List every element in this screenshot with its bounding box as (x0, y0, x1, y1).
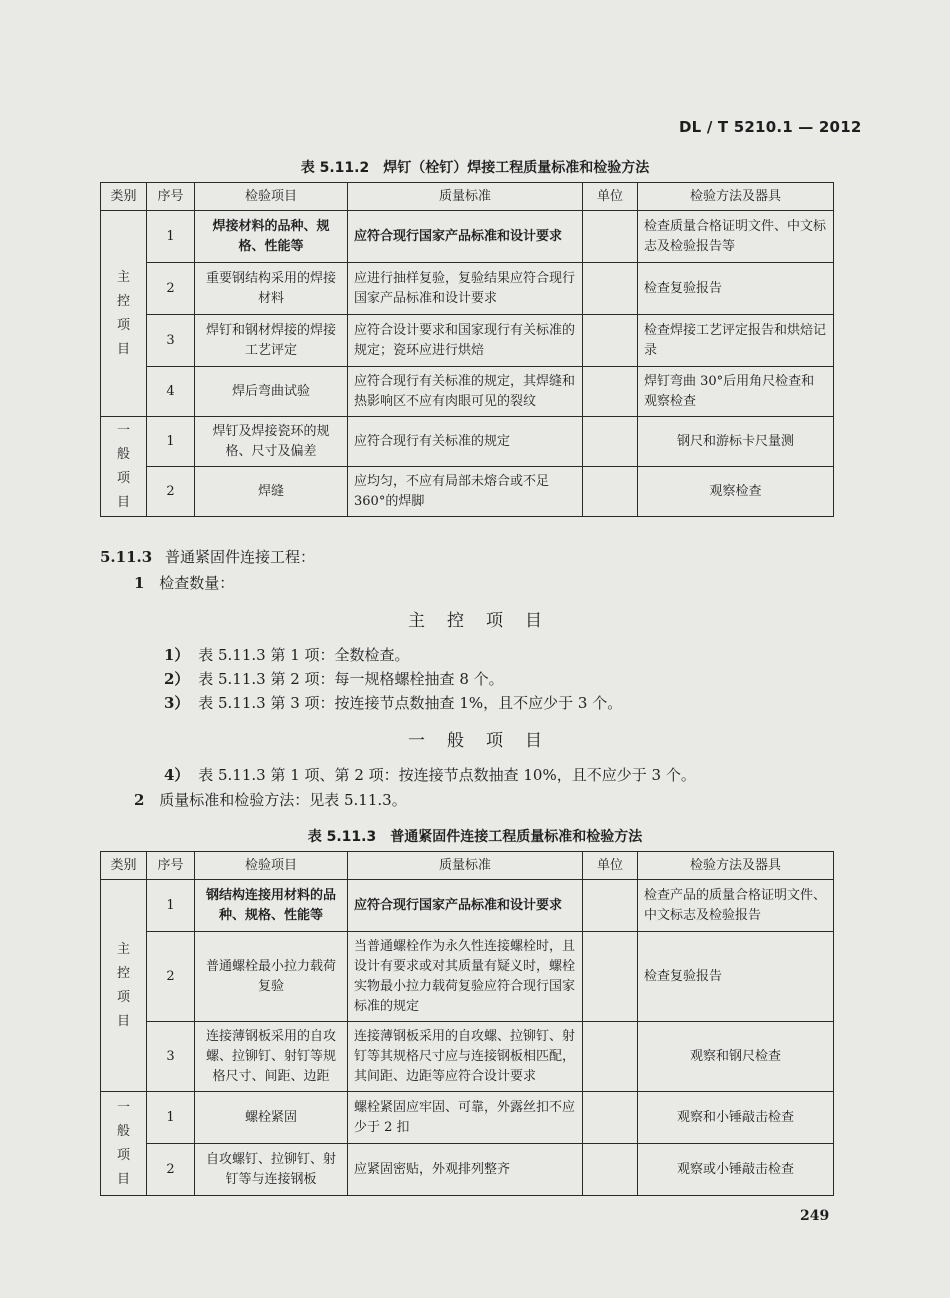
page-number: 249 (800, 1208, 830, 1224)
list-item: 2） 表 5.11.3 第 2 项：每一规格螺栓抽查 8 个。 (164, 670, 504, 688)
col-header-item: 检验项目 (195, 852, 348, 880)
row-item: 重要钢结构采用的焊接材料 (195, 263, 348, 315)
row-no: 4 (147, 367, 195, 417)
col-header-unit: 单位 (583, 183, 638, 211)
row-unit (583, 932, 638, 1022)
table-row (101, 367, 834, 417)
list-item: 1） 表 5.11.3 第 1 项：全数检查。 (164, 646, 410, 664)
row-no: 3 (147, 1022, 195, 1092)
heading-main-items: 主控项目 (408, 611, 542, 631)
table-row (101, 211, 834, 263)
row-no: 2 (147, 467, 195, 517)
table-row (101, 417, 834, 467)
section-item-1: 1 检查数量： (134, 574, 235, 592)
row-method: 观察或小锤敲击检查 (638, 1144, 834, 1196)
row-item: 焊后弯曲试验 (195, 367, 348, 417)
table-row (101, 467, 834, 517)
row-item: 焊缝 (195, 467, 348, 517)
row-method: 焊钉弯曲 30°后用角尺检查和观察检查 (638, 367, 834, 417)
section-item-2: 2 质量标准和检验方法：见表 5.11.3。 (134, 791, 407, 809)
table-row (101, 1092, 834, 1144)
row-no: 2 (147, 263, 195, 315)
row-method: 观察和小锤敲击检查 (638, 1092, 834, 1144)
row-item: 普通螺栓最小拉力载荷复验 (195, 932, 348, 1022)
table-row (101, 1144, 834, 1196)
table1 (100, 182, 834, 517)
row-no: 2 (147, 932, 195, 1022)
row-unit (583, 1144, 638, 1196)
row-item: 连接薄钢板采用的自攻螺、拉铆钉、射钉等规格尺寸、间距、边距 (195, 1022, 348, 1092)
row-standard: 应符合设计要求和国家现行有关标准的规定；瓷环应进行烘焙 (348, 315, 583, 367)
row-method: 检查复验报告 (638, 932, 834, 1022)
col-header-method: 检验方法及器具 (638, 852, 834, 880)
list-item: 3） 表 5.11.3 第 3 项：按连接节点数抽查 1%，且不应少于 3 个。 (164, 694, 623, 712)
standard-code: DL / T 5210.1 — 2012 (679, 118, 862, 136)
col-header-no: 序号 (147, 852, 195, 880)
row-standard: 应符合现行有关标准的规定 (348, 417, 583, 467)
row-standard: 连接薄钢板采用的自攻螺、拉铆钉、射钉等其规格尺寸应与连接钢板相匹配，其间距、边距等应符合设计要求 (348, 1022, 583, 1092)
col-header-category: 类别 (101, 183, 147, 211)
section-number: 5.11.3 (100, 548, 153, 566)
table-row (101, 932, 834, 1022)
table-row (101, 263, 834, 315)
table2-title: 表 5.11.3 普通紧固件连接工程质量标准和检验方法 (307, 829, 643, 845)
group-label-general: 一 般 项 目 (101, 417, 147, 517)
table2 (100, 851, 834, 1196)
table2-header-row (101, 852, 834, 880)
row-unit (583, 263, 638, 315)
row-unit (583, 367, 638, 417)
row-item: 焊钉和钢材焊接的焊接工艺评定 (195, 315, 348, 367)
row-standard: 应均匀，不应有局部未熔合或不足 360°的焊脚 (348, 467, 583, 517)
row-standard: 应进行抽样复验，复验结果应符合现行国家产品标准和设计要求 (348, 263, 583, 315)
group-label-main: 主 控 项 目 (101, 880, 147, 1092)
row-unit (583, 211, 638, 263)
row-method: 钢尺和游标卡尺量测 (638, 417, 834, 467)
row-method: 检查质量合格证明文件、中文标志及检验报告等 (638, 211, 834, 263)
row-unit (583, 467, 638, 517)
row-method: 检查焊接工艺评定报告和烘焙记录 (638, 315, 834, 367)
row-no: 1 (147, 1092, 195, 1144)
row-item: 螺栓紧固 (195, 1092, 348, 1144)
row-no: 3 (147, 315, 195, 367)
row-method: 检查复验报告 (638, 263, 834, 315)
section-title: 普通紧固件连接工程： (164, 548, 315, 566)
row-standard: 应符合现行有关标准的规定，其焊缝和热影响区不应有肉眼可见的裂纹 (348, 367, 583, 417)
row-item: 钢结构连接用材料的品种、规格、性能等 (195, 880, 348, 932)
row-no: 2 (147, 1144, 195, 1196)
row-method: 观察检查 (638, 467, 834, 517)
row-no: 1 (147, 417, 195, 467)
table-row (101, 315, 834, 367)
table-row (101, 1022, 834, 1092)
col-header-category: 类别 (101, 852, 147, 880)
row-unit (583, 1022, 638, 1092)
group-label-general: 一 般 项 目 (101, 1092, 147, 1196)
row-standard: 应符合现行国家产品标准和设计要求 (348, 211, 583, 263)
row-item: 焊接材料的品种、规格、性能等 (195, 211, 348, 263)
table1-title: 表 5.11.2 焊钉（栓钉）焊接工程质量标准和检验方法 (300, 160, 650, 176)
col-header-standard: 质量标准 (348, 183, 583, 211)
group-label-main: 主 控 项 目 (101, 211, 147, 417)
row-method: 检查产品的质量合格证明文件、中文标志及检验报告 (638, 880, 834, 932)
row-standard: 当普通螺栓作为永久性连接螺栓时，且设计有要求或对其质量有疑义时，螺栓实物最小拉力载荷复验应符合现行国家标准的规定 (348, 932, 583, 1022)
row-unit (583, 880, 638, 932)
col-header-method: 检验方法及器具 (638, 183, 834, 211)
row-item: 自攻螺钉、拉铆钉、射钉等与连接钢板 (195, 1144, 348, 1196)
col-header-item: 检验项目 (195, 183, 348, 211)
row-unit (583, 417, 638, 467)
col-header-no: 序号 (147, 183, 195, 211)
table1-header-row (101, 183, 834, 211)
row-method: 观察和钢尺检查 (638, 1022, 834, 1092)
list-item: 4） 表 5.11.3 第 1 项、第 2 项：按连接节点数抽查 10%，且不应少于 3 个。 (164, 766, 696, 784)
row-no: 1 (147, 880, 195, 932)
table-row (101, 880, 834, 932)
section-heading (100, 546, 315, 567)
row-standard: 应紧固密贴，外观排列整齐 (348, 1144, 583, 1196)
col-header-standard: 质量标准 (348, 852, 583, 880)
row-no: 1 (147, 211, 195, 263)
row-item: 焊钉及焊接瓷环的规格、尺寸及偏差 (195, 417, 348, 467)
row-unit (583, 1092, 638, 1144)
row-standard: 螺栓紧固应牢固、可靠，外露丝扣不应少于 2 扣 (348, 1092, 583, 1144)
row-unit (583, 315, 638, 367)
col-header-unit: 单位 (583, 852, 638, 880)
row-standard: 应符合现行国家产品标准和设计要求 (348, 880, 583, 932)
heading-general-items: 一般项目 (408, 731, 542, 751)
